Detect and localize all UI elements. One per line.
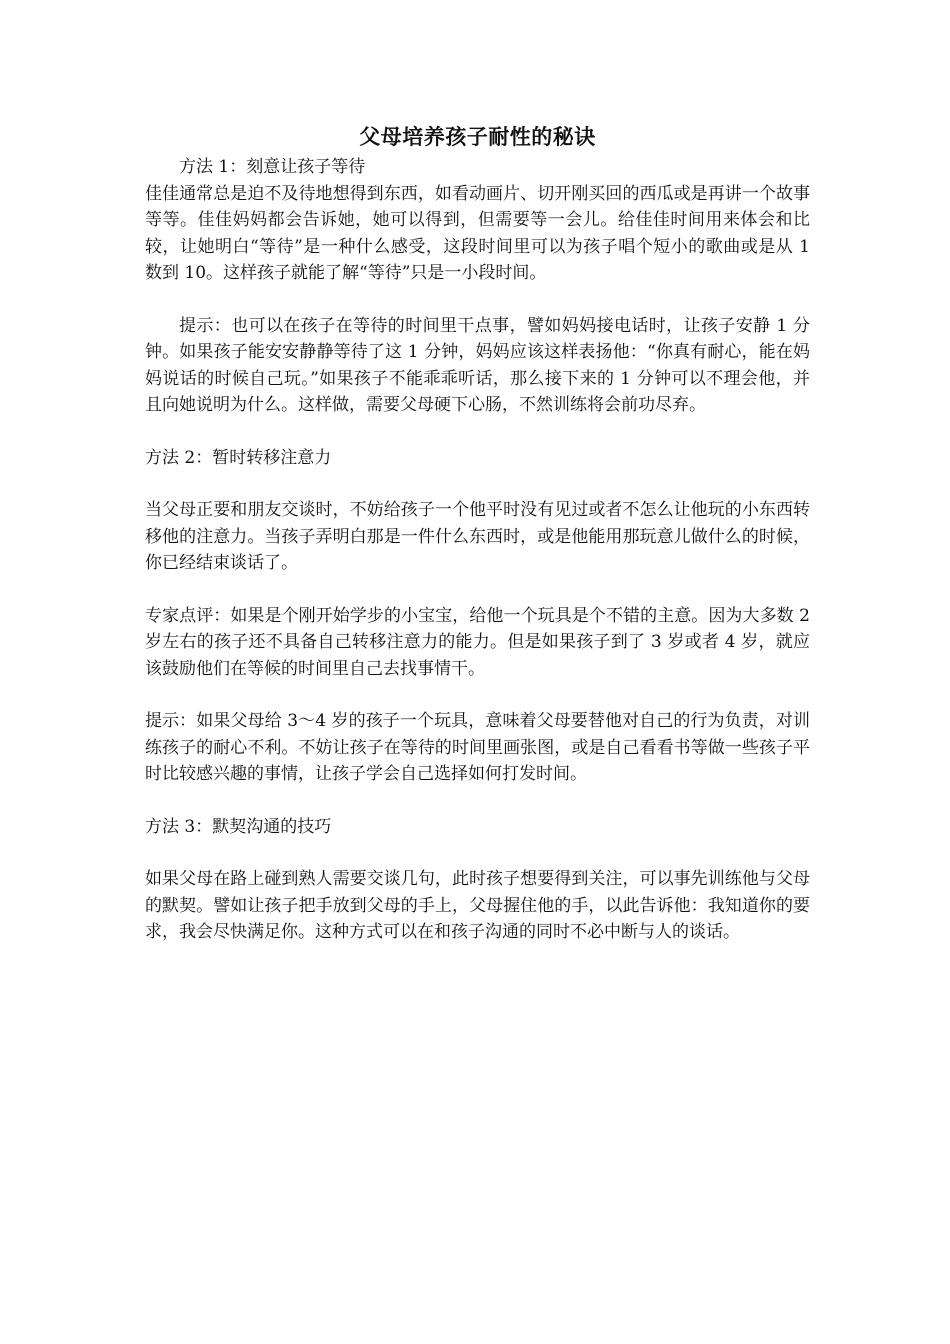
method-2-tip: 提示：如果父母给 3～4 岁的孩子一个玩具，意味着父母要替他对自己的行为负责，对训练孩子的耐心不利。不妨让孩子在等待的时间里画张图，或是自己看看书等做一些孩子平时比较感兴趣的事情，让孩子学会自己选择如何打发时间。: [145, 711, 810, 784]
method-3-paragraph: 如果父母在路上碰到熟人需要交谈几句，此时孩子想要得到关注，可以事先训练他与父母的默契。譬如让孩子把手放到父母的手上，父母握住他的手，以此告诉他：我知道你的要求，我会尽快满足你。这种方式可以在和孩子沟通的同时不必中断与人的谈话。: [145, 869, 810, 942]
method-3-heading: 方法 3：默契沟通的技巧: [145, 816, 332, 837]
method-2-paragraph: 当父母正要和朋友交谈时，不妨给孩子一个他平时没有见过或者不怎么让他玩的小东西转移他的注意力。当孩子弄明白那是一件什么东西时，或是他能用那玩意儿做什么的时候，你已经结束谈话了。: [145, 500, 810, 573]
method-1-heading: 方法 1：刻意让孩子等待: [179, 157, 366, 177]
method-1-paragraph: 佳佳通常总是迫不及待地想得到东西，如看动画片、切开刚买回的西瓜或是再讲一个故事等等。佳佳妈妈都会告诉她，她可以得到，但需要等一会儿。给佳佳时间用来体会和比较，让她明白“等待”是一种什么感受，这段时间里可以为孩子唱个短小的歌曲或是从 1 数到 10。这样孩子就能了解“等待”只是一小段时间。: [145, 183, 810, 283]
document-body: [145, 120, 810, 946]
method-1-tip: 提示：也可以在孩子在等待的时间里干点事，譬如妈妈接电话时，让孩子安静 1 分钟。如果孩子能安安静静等待了这 1 分钟，妈妈应该这样表扬他：“你真有耐心，能在妈妈说话的时候自己玩。”如果孩子不能乖乖听话，那么接下来的 1 分钟可以不理会他，并且向她说明为什么。这样做，需要父母硬下心肠，不然训练将会前功尽弃。: [145, 315, 810, 415]
method-2-heading: 方法 2：暂时转移注意力: [145, 447, 332, 468]
expert-comment: 专家点评：如果是个刚开始学步的小宝宝，给他一个玩具是个不错的主意。因为大多数 2 岁左右的孩子还不具备自己转移注意力的能力。但是如果孩子到了 3 岁或者 4 岁，就应该鼓励他们在等候的时间里自己去找事情干。: [145, 605, 810, 679]
document-title: 父母培养孩子耐性的秘诀: [359, 124, 596, 149]
